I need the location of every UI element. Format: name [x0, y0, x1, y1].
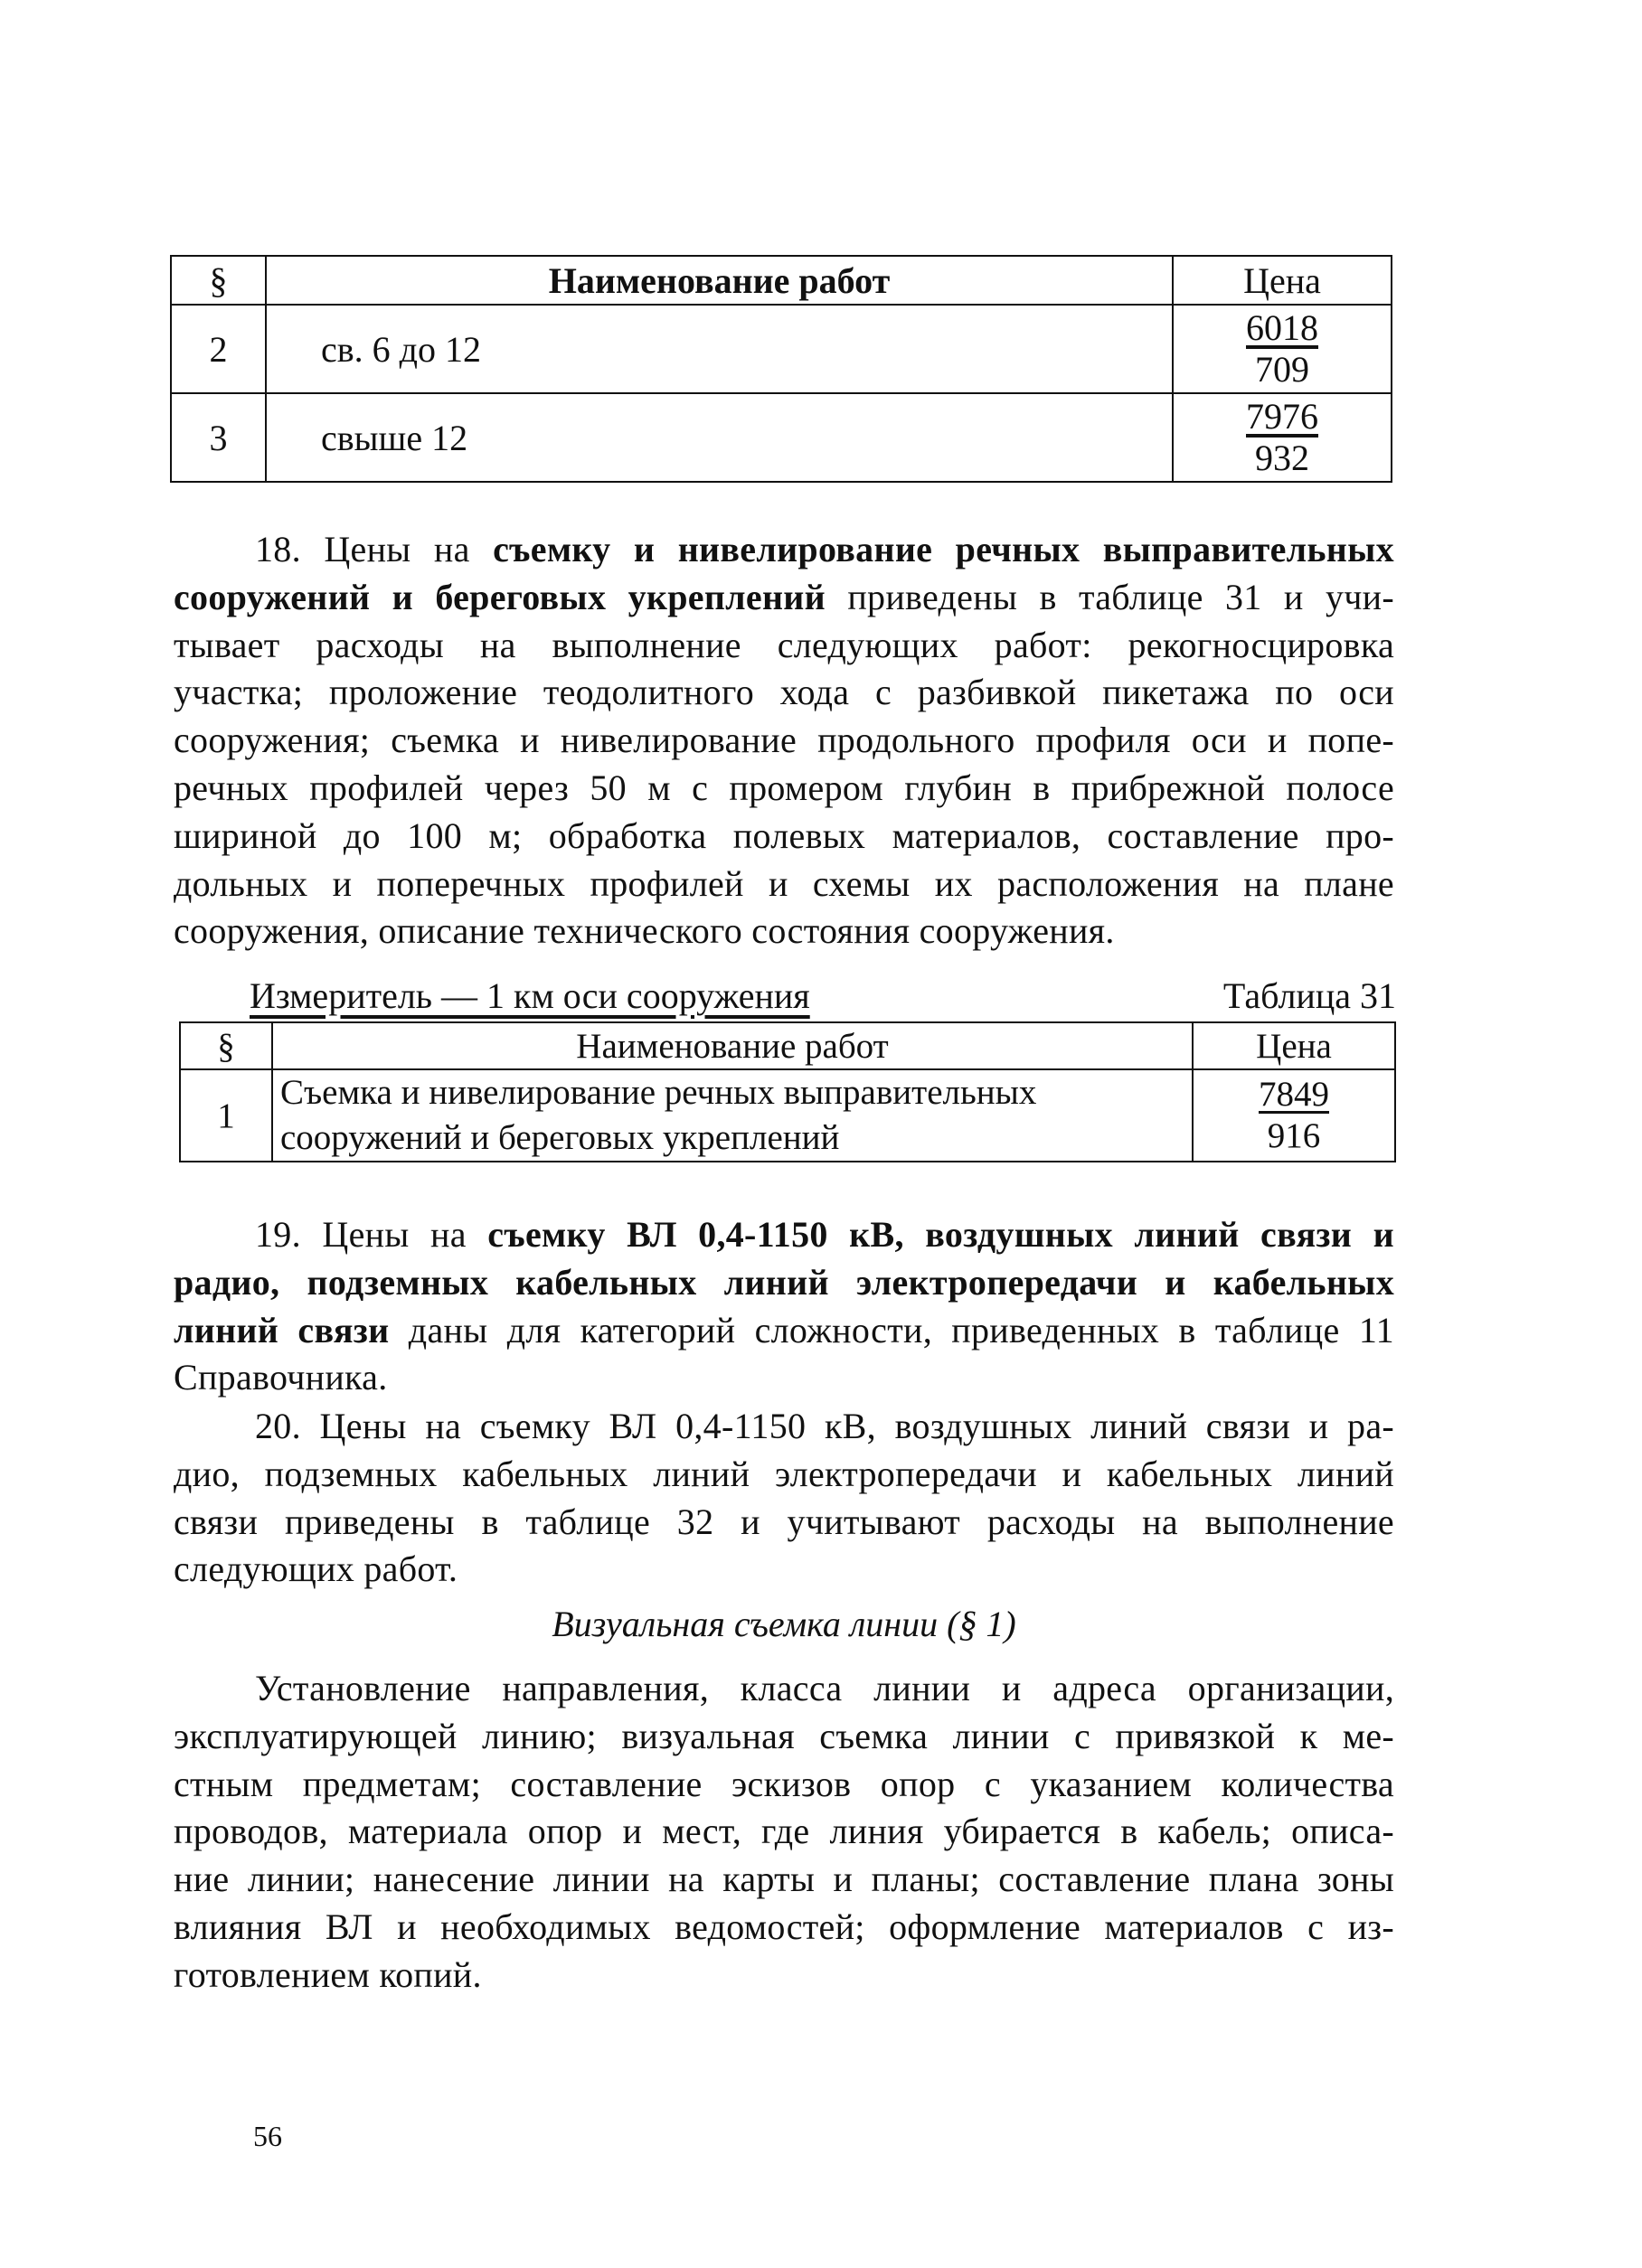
price-denominator: 709: [1255, 349, 1309, 390]
paragraph-number: 20: [255, 1406, 292, 1446]
table-header-row: [171, 256, 1392, 305]
table-row: [171, 305, 1392, 393]
row-price: [1173, 305, 1392, 393]
table-row: [180, 1069, 1395, 1162]
row-work-name: свыше 12: [266, 393, 1173, 482]
price-denominator: 932: [1255, 438, 1309, 478]
row-price: [1193, 1069, 1395, 1162]
header-section: §: [180, 1022, 272, 1069]
row-work-name: св. 6 до 12: [266, 305, 1173, 393]
paragraph-number: 19: [255, 1214, 292, 1255]
row-section: 1: [180, 1069, 272, 1162]
header-work-name: Наименование работ: [272, 1022, 1193, 1069]
header-price: Цена: [1173, 256, 1392, 305]
table-label: Таблица 31: [1222, 975, 1396, 1016]
price-numerator: 6018: [1246, 307, 1318, 348]
row-price: [1173, 393, 1392, 482]
price-numerator: 7849: [1259, 1075, 1329, 1114]
page-number: 56: [253, 2120, 282, 2152]
row-section: 3: [171, 393, 266, 482]
paragraph-visual-survey: Установление направления, класса линии и адреса организации, эксплуатирующей линию; визуальная съемка линии с привязкой к ме- стным предметам; составление эскизов опор с указанием количества проводов, материала опор и мест, где линия убирается в кабель; описа- ние линии; нанесение линии на карты и планы; составление плана зоны влияния ВЛ и необходимых ведомостей; оформление материалов с из- готовлением копий.: [174, 1668, 1394, 1995]
header-section: §: [171, 256, 266, 305]
measurement-unit: Измеритель — 1 км оси сооружения: [250, 975, 810, 1016]
table-caption: [250, 974, 1396, 1017]
price-denominator: 916: [1267, 1116, 1321, 1155]
header-price: Цена: [1193, 1022, 1395, 1069]
paragraph-18: 18. Цены на съемку и нивелирование речных выправительных сооружений и береговых укреплений приведены в таблице 31 и учи- тывает расходы на выполнение следующих работ: рекогносцировка участка; проложение теодолитного хода с разбивкой пикетажа по оси сооружения; съемка и нивелирование продольного профиля оси и попе- речных профилей через 50 м с промером глубин в прибрежной полосе шириной до 100 м; обработка полевых материалов, составление про- дольных и поперечных профилей и схемы их расположения на плане сооружения, описание технического состояния сооружения.: [174, 529, 1394, 952]
table-31: [179, 1021, 1396, 1162]
table-header-row: [180, 1022, 1395, 1069]
price-numerator: 7976: [1246, 396, 1318, 437]
header-work-name: Наименование работ: [266, 256, 1173, 305]
paragraph-19: 19. Цены на съемку ВЛ 0,4-1150 кВ, воздушных линий связи и радио, подземных кабельных линий электропередачи и кабельных линий связи даны для категорий сложности, приведенных в таблице 11 Справочника.: [174, 1214, 1394, 1398]
section-subheading: Визуальная съемка линии (§ 1): [552, 1604, 1016, 1644]
paragraph-20: 20. Цены на съемку ВЛ 0,4-1150 кВ, воздушных линий связи и ра- дио, подземных кабельных линий электропередачи и кабельных линий связи приведены в таблице 32 и учитывают расходы на выполнение следующих работ.: [174, 1406, 1394, 1590]
price-table-continued: [170, 255, 1392, 483]
paragraph-number: 18: [255, 529, 292, 569]
table-row: [171, 393, 1392, 482]
row-work-name: Съемка и нивелирование речных выправительных сооружений и береговых укреплений: [272, 1069, 1193, 1162]
row-section: 2: [171, 305, 266, 393]
